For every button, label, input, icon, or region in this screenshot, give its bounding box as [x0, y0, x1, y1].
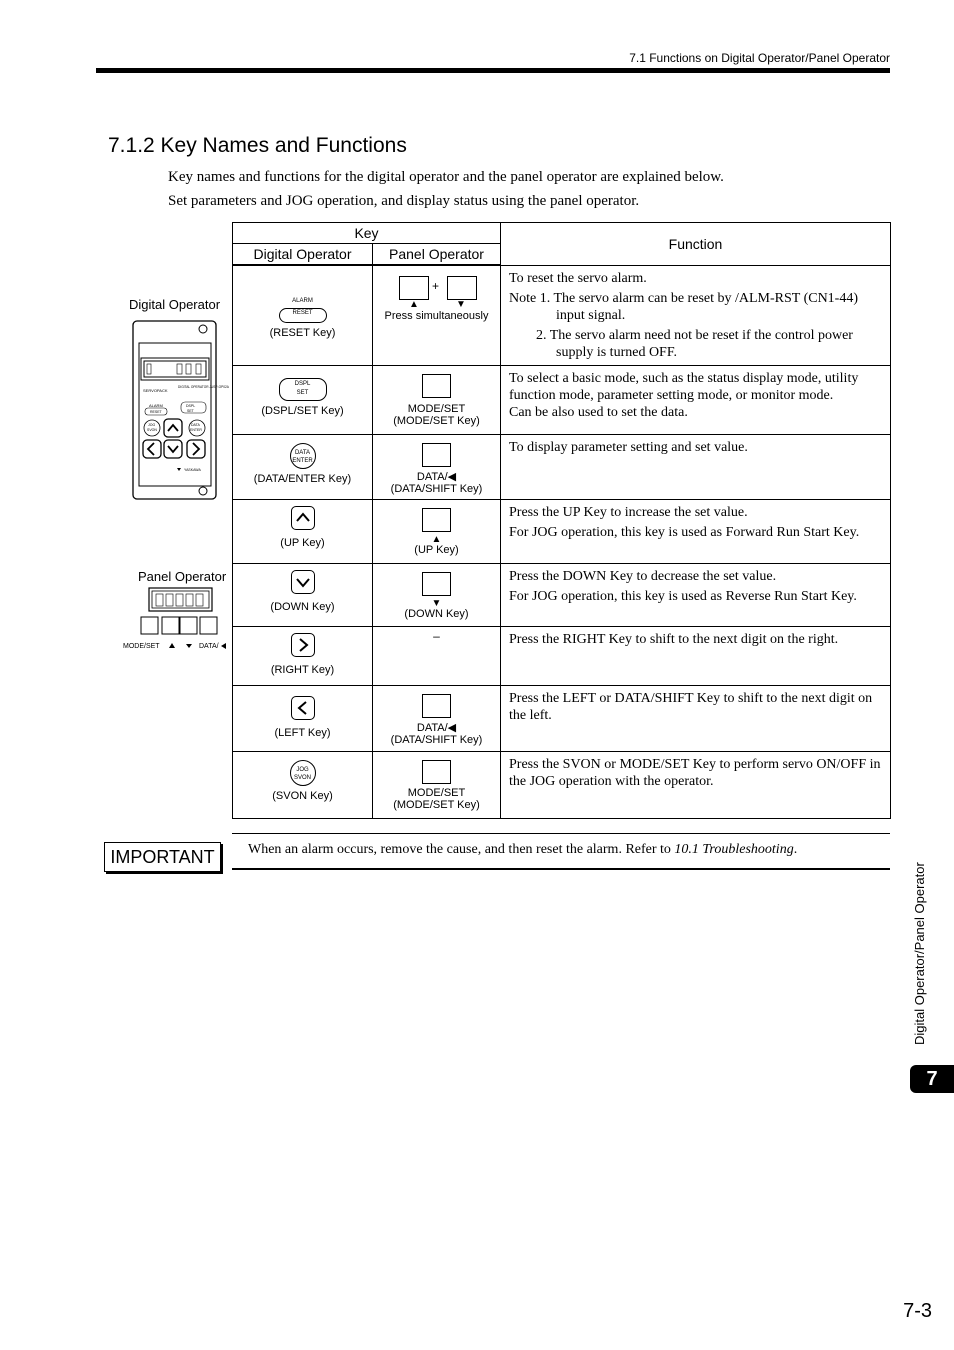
up-key-box	[422, 508, 451, 532]
left-arrow-icon: ◀	[447, 470, 457, 483]
svon-function: Press the SVON or MODE/SET Key to perform servo ON/OFF in the JOG operation with the operator.	[501, 751, 891, 818]
running-head: 7.1 Functions on Digital Operator/Panel Operator	[629, 51, 890, 65]
fig-servopack: SERVOPACK	[143, 388, 168, 393]
left-data-shift-box	[422, 694, 451, 718]
up-function: Press the UP Key to increase the set value. For JOG operation, this key is used as Forward Run Start Key.	[501, 499, 891, 563]
data-enter-button: DATA ENTER	[290, 443, 316, 469]
data-enter-function: To display parameter setting and set value.	[501, 434, 891, 499]
key-functions-table	[232, 222, 891, 819]
left-key-button	[291, 696, 315, 720]
up-key-caption: (UP Key)	[280, 536, 325, 549]
side-tab-text: Digital Operator/Panel Operator	[912, 862, 927, 1045]
dspl-set-function: To select a basic mode, such as the status display mode, utility function mode, parameter setting mode, or monitor mode. Can be also used to set the data.	[501, 365, 891, 434]
down-key-box	[422, 572, 451, 596]
intro-line-2: Set parameters and JOG operation, and display status using the panel operator.	[168, 193, 640, 209]
intro-line-1: Key names and functions for the digital operator and the panel operator are explained below.	[168, 169, 724, 185]
right-function: Press the RIGHT Key to shift to the next digit on the right.	[501, 626, 891, 685]
down-function: Press the DOWN Key to decrease the set value. For JOG operation, this key is used as Reverse Run Start Key.	[501, 563, 891, 626]
right-key-digital	[233, 626, 373, 685]
up-arrow-icon: ▲	[409, 299, 419, 310]
function-header: Function	[501, 223, 891, 266]
dspl-set-key-caption: (DSPL/SET Key)	[261, 404, 344, 417]
alarm-label: ALARM	[292, 298, 313, 304]
fig-data: DATA	[191, 423, 200, 427]
fig-digital-op: DIGITAL OPERATOR JUSP-OP02A	[178, 385, 229, 389]
fig-enter: ENTER	[190, 428, 202, 432]
fig-reset: RESET	[150, 410, 162, 414]
reset-button: RESET	[279, 308, 327, 323]
press-simultaneously-label: Press simultaneously	[384, 310, 489, 322]
down-key-panel: ▼ (DOWN Key)	[373, 563, 501, 626]
fig-set: SET	[187, 409, 194, 413]
svon-key-digital	[233, 751, 373, 818]
data-enter-key-digital	[233, 434, 373, 499]
important-label: IMPORTANT	[104, 842, 221, 872]
left-key-digital	[233, 685, 373, 751]
fig-data-slash: DATA/	[199, 643, 219, 650]
plus-sign: +	[432, 279, 440, 293]
up-key-digital	[233, 499, 373, 563]
data-shift-key-panel: DATA/◀ (DATA/SHIFT Key)	[373, 434, 501, 499]
panel-operator-label: Panel Operator	[138, 569, 227, 584]
reset-key-digital	[233, 265, 373, 365]
header-rule	[96, 68, 890, 73]
fig-dspl: DSPL	[186, 404, 196, 408]
left-function: Press the LEFT or DATA/SHIFT Key to shift to the next digit on the left.	[501, 685, 891, 751]
down-arrow-icon: ▼	[456, 299, 466, 310]
down-key-button	[291, 570, 315, 594]
reset-key-caption: (RESET Key)	[269, 327, 336, 339]
right-key-caption: (RIGHT Key)	[270, 663, 335, 676]
up-key-button	[291, 506, 315, 530]
right-key-button	[291, 633, 315, 657]
left-data-shift-key-panel: DATA/◀ (DATA/SHIFT Key)	[373, 685, 501, 751]
key-header: Key	[233, 223, 501, 244]
fig-alarm: ALARM	[149, 403, 163, 408]
digital-operator-label: Digital Operator	[129, 297, 221, 312]
right-key-panel	[373, 626, 501, 685]
left-key-caption: (LEFT Key)	[274, 726, 331, 739]
down-triangle-icon: ▼	[431, 597, 442, 609]
reset-key-panel	[373, 265, 501, 365]
up-triangle-icon: ▲	[431, 533, 442, 545]
important-rule-top	[232, 833, 890, 834]
panel-operator-header: Panel Operator	[373, 244, 501, 266]
digital-operator-illustration	[130, 318, 229, 503]
digital-operator-header: Digital Operator	[233, 244, 373, 266]
troubleshooting-ref: 10.1 Troubleshooting	[674, 842, 794, 857]
mode-set-key-panel: MODE/SET (MODE/SET Key)	[373, 365, 501, 434]
fig-yaskawa: YASKAWA	[184, 468, 201, 472]
page-number: 7-3	[903, 1300, 932, 1322]
svon-key-caption: (SVON Key)	[272, 789, 333, 802]
left-arrow-icon: ◀	[447, 721, 457, 734]
fig-svon: SVON	[147, 428, 157, 432]
dspl-set-button: DSPL SET	[279, 378, 327, 401]
data-shift-box	[422, 443, 451, 467]
svon-mode-set-key-panel: MODE/SET (MODE/SET Key)	[373, 751, 501, 818]
chapter-tab: 7	[910, 1065, 954, 1093]
down-key-digital	[233, 563, 373, 626]
up-key-panel: ▲ (UP Key)	[373, 499, 501, 563]
no-panel-key: –	[433, 628, 440, 643]
important-text: When an alarm occurs, remove the cause, and then reset the alarm. Refer to 10.1 Troubleshooting.	[248, 842, 798, 857]
mode-set-box	[422, 374, 451, 398]
important-rule-bottom	[232, 868, 890, 870]
data-enter-key-caption: (DATA/ENTER Key)	[253, 472, 352, 485]
panel-operator-illustration	[120, 585, 232, 655]
fig-mode-set: MODE/SET	[123, 643, 160, 650]
down-key-caption: (DOWN Key)	[270, 600, 335, 613]
reset-function: To reset the servo alarm. Note 1. The servo alarm can be reset by /ALM-RST (CN1-44) input signal. 2. The servo alarm need not be reset if the control power supply is turned OFF.	[501, 265, 891, 365]
svon-mode-set-box	[422, 760, 451, 784]
dspl-set-key-digital	[233, 365, 373, 434]
fig-jog: JOG	[148, 423, 156, 427]
jog-svon-button: JOG SVON	[290, 760, 316, 786]
section-title: 7.1.2 Key Names and Functions	[108, 134, 407, 157]
